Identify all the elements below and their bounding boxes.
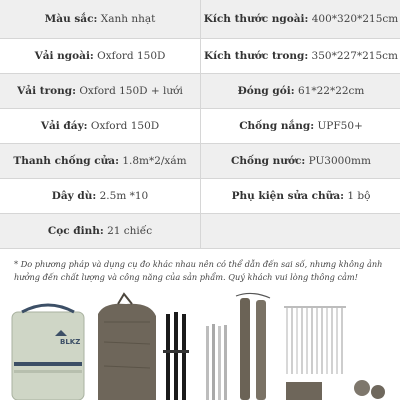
spec-cell — [0, 214, 201, 249]
spec-label: Chống nắng: — [239, 120, 315, 132]
spec-cell-empty — [201, 214, 400, 249]
spec-value: Oxford 150D + lưới — [79, 85, 183, 97]
spec-label: Vải trong: — [17, 85, 76, 97]
spec-label: Màu sắc: — [44, 13, 98, 25]
spec-cell — [201, 144, 400, 179]
black-poles — [163, 312, 189, 400]
spec-row — [0, 0, 400, 39]
accessory-bags — [286, 380, 385, 400]
tent-stakes — [284, 306, 346, 374]
spec-cell — [201, 109, 400, 144]
spec-label: Vải ngoài: — [34, 50, 94, 62]
product-components-photo — [0, 292, 400, 400]
spec-row — [0, 144, 400, 179]
spec-cell — [201, 179, 400, 214]
spec-value: 400*320*215cm — [311, 13, 399, 25]
spec-label: Phụ kiện sửa chữa: — [231, 190, 344, 202]
spec-value: UPF50+ — [317, 120, 363, 132]
silver-poles — [206, 324, 227, 400]
spec-row — [0, 109, 400, 144]
spec-label: Vải đáy: — [40, 120, 88, 132]
spec-row — [0, 214, 400, 249]
bag-logo: BLKZ — [60, 338, 81, 346]
spec-value: 61*22*22cm — [297, 85, 365, 97]
measurement-note: * Do phương pháp và dụng cụ đo khác nhau nên có thể dẫn đến sai số, nhưng không ảnh hưởng đến chất lượng và công năng của sản phẩm. Quý khách vui lòng thông cảm! — [14, 259, 383, 282]
spec-value: 350*227*215cm — [311, 50, 399, 62]
storage-bag-green — [12, 305, 84, 400]
spec-value: 2.5m *10 — [99, 190, 149, 202]
spec-cell — [0, 39, 201, 74]
spec-value: Oxford 150D — [97, 50, 166, 62]
product-illustration — [0, 292, 400, 400]
spec-cell — [201, 39, 400, 74]
spec-label: Dây dù: — [51, 190, 97, 202]
spec-label: Chống nước: — [231, 155, 306, 167]
spec-value: 1 bộ — [347, 190, 371, 202]
spec-label: Kích thước ngoài: — [203, 13, 309, 25]
spec-label: Kích thước trong: — [203, 50, 309, 62]
spec-cell — [0, 109, 201, 144]
spec-cell — [201, 74, 400, 109]
pole-bag — [236, 293, 270, 400]
spec-cell — [0, 0, 201, 39]
spec-value: Oxford 150D — [90, 120, 160, 132]
spec-label: Cọc đinh: — [47, 225, 104, 237]
spec-cell — [0, 144, 201, 179]
tent-bag-brown — [98, 294, 156, 400]
spec-row — [0, 74, 400, 109]
spec-value: Xanh nhạt — [100, 13, 156, 25]
spec-row — [0, 179, 400, 214]
spec-cell — [0, 179, 201, 214]
spec-value: 21 chiếc — [107, 225, 153, 237]
spec-label: Đóng gói: — [237, 85, 295, 97]
spec-value: PU3000mm — [308, 155, 371, 167]
spec-cell — [201, 0, 400, 39]
spec-row — [0, 39, 400, 74]
spec-value: 1.8m*2/xám — [122, 155, 187, 167]
spec-cell — [0, 74, 201, 109]
spec-label: Thanh chống cửa: — [13, 155, 119, 167]
